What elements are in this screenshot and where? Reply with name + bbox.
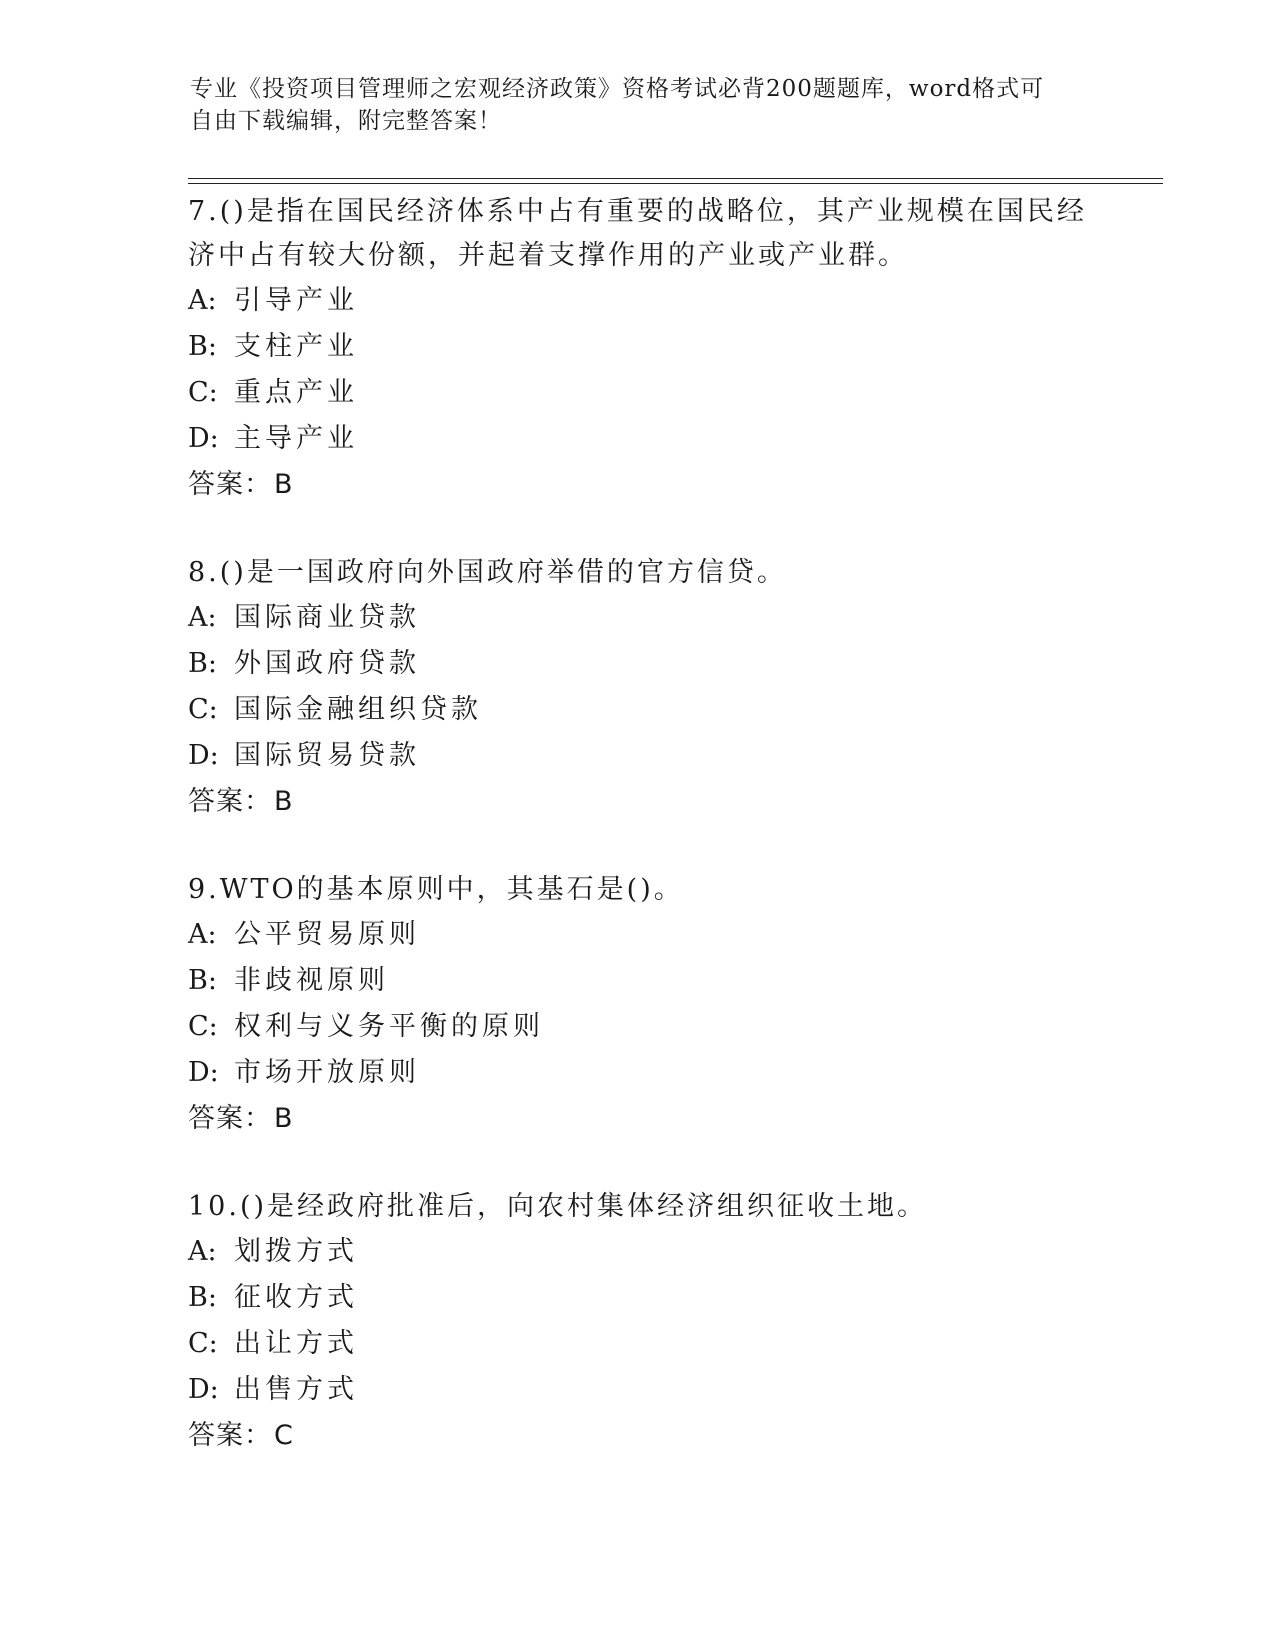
option-letter: D: bbox=[188, 1057, 219, 1088]
option-text: 引导产业 bbox=[234, 285, 358, 316]
option-b bbox=[188, 324, 1088, 370]
option-d bbox=[188, 416, 1088, 462]
question-stem bbox=[188, 190, 1088, 278]
option-b bbox=[188, 1275, 1088, 1321]
option-letter: B: bbox=[188, 331, 217, 362]
document-header bbox=[190, 73, 1090, 137]
answer-value: B bbox=[274, 469, 294, 500]
option-letter: D: bbox=[188, 1374, 219, 1405]
header-divider-top bbox=[188, 178, 1163, 179]
answer-value: B bbox=[274, 786, 294, 817]
answer-label: 答案： bbox=[188, 786, 272, 817]
option-text: 出让方式 bbox=[234, 1328, 358, 1359]
header-divider-bottom bbox=[188, 183, 1163, 184]
question-stem bbox=[188, 1185, 1088, 1229]
header-line-1: 专业《投资项目管理师之宏观经济政策》资格考试必背200题题库，word格式可 bbox=[190, 76, 1045, 102]
question-list bbox=[188, 190, 1088, 1502]
option-text: 划拨方式 bbox=[234, 1236, 358, 1267]
option-letter: A: bbox=[188, 285, 217, 316]
option-a bbox=[188, 912, 1088, 958]
option-text: 国际贸易贷款 bbox=[234, 740, 420, 771]
answer-label: 答案： bbox=[188, 469, 272, 500]
answer-line bbox=[188, 462, 1088, 508]
option-d bbox=[188, 1367, 1088, 1413]
option-c bbox=[188, 1004, 1088, 1050]
option-d bbox=[188, 1050, 1088, 1096]
question-stem-line-2: 济中占有较大份额，并起着支撑作用的产业或产业群。 bbox=[188, 240, 908, 271]
option-c bbox=[188, 1321, 1088, 1367]
option-text: 国际商业贷款 bbox=[234, 602, 420, 633]
answer-line bbox=[188, 1413, 1088, 1459]
option-c bbox=[188, 687, 1088, 733]
question-stem-line-1: 8.()是一国政府向外国政府举借的官方信贷。 bbox=[188, 557, 787, 588]
question-stem-line-1: 7.()是指在国民经济体系中占有重要的战略位，其产业规模在国民经 bbox=[188, 196, 1087, 227]
option-b bbox=[188, 958, 1088, 1004]
question-stem bbox=[188, 868, 1088, 912]
option-text: 市场开放原则 bbox=[234, 1057, 420, 1088]
option-letter: A: bbox=[188, 919, 217, 950]
option-letter: C: bbox=[188, 377, 218, 408]
answer-value: B bbox=[274, 1103, 294, 1134]
answer-line bbox=[188, 779, 1088, 825]
option-text: 外国政府贷款 bbox=[234, 648, 420, 679]
option-letter: C: bbox=[188, 1011, 218, 1042]
option-text: 重点产业 bbox=[234, 377, 358, 408]
option-text: 主导产业 bbox=[234, 423, 358, 454]
option-letter: D: bbox=[188, 423, 219, 454]
question-7 bbox=[188, 190, 1088, 508]
option-text: 非歧视原则 bbox=[234, 965, 389, 996]
option-letter: B: bbox=[188, 965, 217, 996]
answer-label: 答案： bbox=[188, 1420, 272, 1451]
option-c bbox=[188, 370, 1088, 416]
question-stem bbox=[188, 551, 1088, 595]
question-10 bbox=[188, 1185, 1088, 1459]
answer-line bbox=[188, 1096, 1088, 1142]
question-8 bbox=[188, 551, 1088, 825]
option-letter: D: bbox=[188, 740, 219, 771]
option-text: 征收方式 bbox=[234, 1282, 358, 1313]
option-a bbox=[188, 278, 1088, 324]
question-9 bbox=[188, 868, 1088, 1142]
option-letter: A: bbox=[188, 1236, 217, 1267]
option-text: 支柱产业 bbox=[234, 331, 358, 362]
option-letter: A: bbox=[188, 602, 217, 633]
answer-label: 答案： bbox=[188, 1103, 272, 1134]
option-d bbox=[188, 733, 1088, 779]
option-text: 权利与义务平衡的原则 bbox=[234, 1011, 544, 1042]
option-text: 公平贸易原则 bbox=[234, 919, 420, 950]
option-letter: B: bbox=[188, 1282, 217, 1313]
option-b bbox=[188, 641, 1088, 687]
option-letter: C: bbox=[188, 1328, 218, 1359]
option-text: 国际金融组织贷款 bbox=[234, 694, 482, 725]
option-letter: B: bbox=[188, 648, 217, 679]
option-letter: C: bbox=[188, 694, 218, 725]
option-a bbox=[188, 1229, 1088, 1275]
option-text: 出售方式 bbox=[234, 1374, 358, 1405]
answer-value: C bbox=[274, 1420, 294, 1451]
header-line-2: 自由下载编辑，附完整答案！ bbox=[190, 108, 502, 134]
option-a bbox=[188, 595, 1088, 641]
question-stem-line-1: 9.WTO的基本原则中，其基石是()。 bbox=[188, 874, 684, 905]
question-stem-line-1: 10.()是经政府批准后，向农村集体经济组织征收土地。 bbox=[188, 1191, 928, 1222]
